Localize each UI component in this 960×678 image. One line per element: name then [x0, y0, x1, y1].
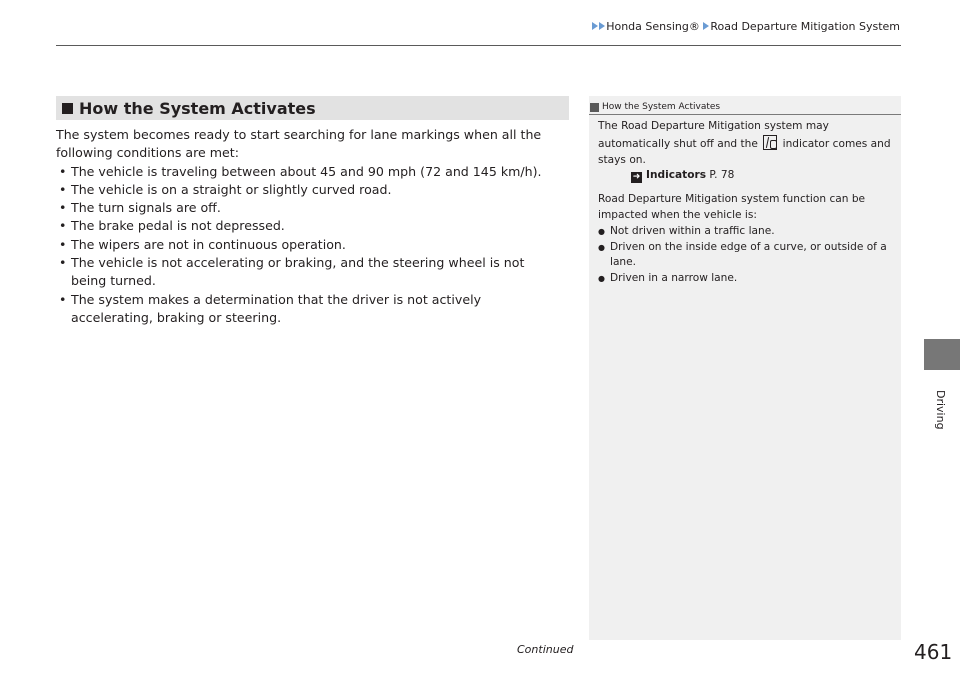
chapter-tab[interactable] [924, 339, 960, 370]
list-item: • The system makes a determination that the driver is not actively accelerating, braking or steering. [56, 291, 561, 328]
breadcrumb-item[interactable]: Honda Sensing® [606, 20, 700, 33]
list-item: • The brake pedal is not depressed. [56, 217, 561, 235]
continued-label: Continued [517, 643, 574, 656]
list-item: • The vehicle is not accelerating or braking, and the steering wheel is not being turned. [56, 254, 561, 291]
note-title-row [589, 100, 901, 115]
arrow-icon [592, 22, 598, 30]
list-item: ● Driven on the inside edge of a curve, or outside of a lane. [598, 240, 894, 272]
list-item: • The wipers are not in continuous operation. [56, 236, 561, 254]
note-list [598, 224, 894, 287]
condition-list [56, 163, 561, 328]
note-icon [590, 103, 599, 112]
reference-arrow-icon: ➜ [632, 172, 641, 183]
breadcrumb [592, 20, 900, 33]
list-item: ● Not driven within a traffic lane. [598, 224, 894, 240]
section-heading [56, 96, 569, 120]
header-divider [56, 45, 901, 46]
breadcrumb-item[interactable]: Road Departure Mitigation System [710, 20, 900, 33]
list-item: • The vehicle is traveling between about 45 and 90 mph (72 and 145 km/h). [56, 163, 561, 181]
note-paragraph [598, 119, 894, 168]
intro-paragraph: The system becomes ready to start searching for lane markings when all the following conditions are met: [56, 127, 542, 161]
list-item: • The turn signals are off. [56, 199, 561, 217]
page-number: 461 [914, 640, 953, 664]
chapter-label: Driving [934, 390, 947, 430]
section-body [56, 126, 561, 327]
list-item: • The vehicle is on a straight or slightly curved road. [56, 181, 561, 199]
lane-departure-indicator-icon [763, 135, 777, 150]
list-item: ● Driven in a narrow lane. [598, 271, 894, 287]
note-text: indicator comes and stays on. [598, 137, 891, 166]
note-text: The Road Departure Mitigation system may automatically shut off and the [598, 120, 829, 150]
reference-page[interactable]: P. 78 [709, 169, 735, 182]
arrow-icon [599, 22, 605, 30]
arrow-icon [703, 22, 709, 30]
spacer [598, 184, 894, 192]
square-icon [62, 103, 73, 114]
note-panel [589, 96, 901, 640]
note-paragraph: Road Departure Mitigation system function can be impacted when the vehicle is: [598, 193, 866, 221]
cross-reference[interactable] [598, 168, 894, 184]
reference-label[interactable]: Indicators [646, 169, 706, 182]
note-body [598, 119, 894, 287]
note-title: How the System Activates [602, 102, 721, 112]
section-title: How the System Activates [79, 98, 316, 118]
